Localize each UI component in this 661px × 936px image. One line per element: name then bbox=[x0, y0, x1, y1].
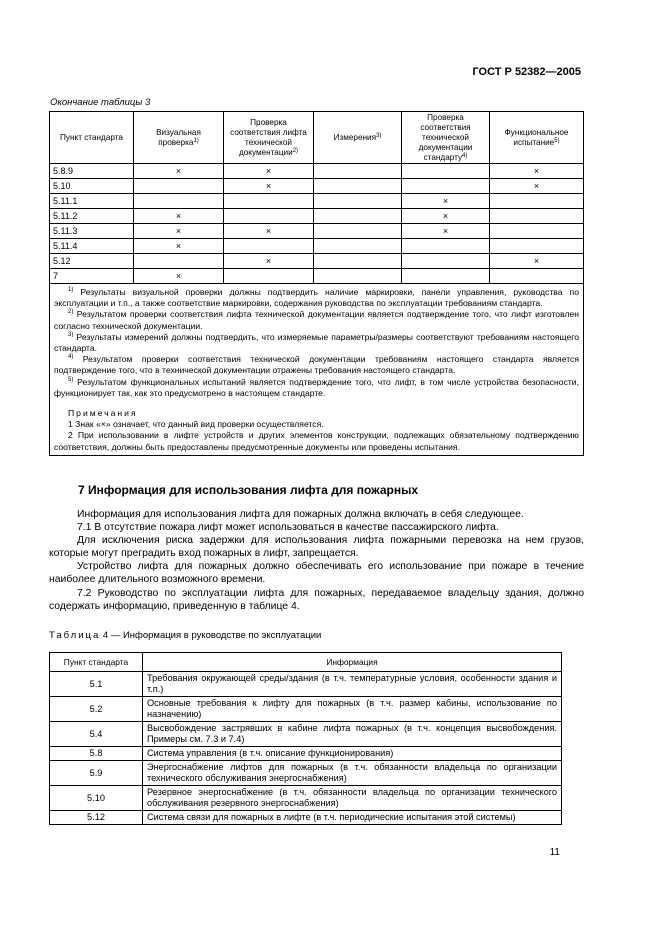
section-7-body bbox=[49, 508, 584, 613]
section-7-title: 7 Информация для использования лифта для пожарных bbox=[78, 483, 419, 497]
paragraph: Информация для использования лифта для пожарных должна включать в себя следующее. bbox=[77, 509, 524, 520]
col-tech-doc: Проверка соответствия лифта технической документации$^{2)}$ bbox=[224, 112, 314, 164]
footnote: $^{4)}$ Результатом проверки соответствия технической документации требованиям настоящего стандарта является подтверждение того, что в технической документации отражены требования настоящего стандарта. bbox=[54, 354, 579, 376]
document-code: ГОСТ Р 52382—2005 bbox=[472, 66, 581, 78]
paragraph: 7.2 Руководство по эксплуатации лифта для пожарных, передаваемое владельцу здания, должно содержать информацию, приведенную в таблице 4. bbox=[49, 587, 584, 612]
col-clause: Пункт стандарта bbox=[50, 112, 134, 164]
col-doc-standard: Проверка соответствия технической документации стандарту$^{4)}$ bbox=[402, 112, 490, 164]
notes-heading: Примечания bbox=[68, 408, 138, 419]
col-information: Информация bbox=[143, 653, 562, 672]
footnote: $^{1)}$ Результаты визуальной проверки должны подтвердить наличие маркировки, панели управления, руководства по эксплуатации и т.п., а также соответствие маркировки, содержания руководства по эксплуатации требованиям стандарта. bbox=[54, 287, 579, 309]
table4-caption: Таблица 4 — Информация в руководстве по эксплуатации bbox=[49, 630, 322, 641]
table-row: 5.10 Резервное энергоснабжение (в т.ч. обязанности владельца по организации технического обслуживания резервного энергоснабжения) bbox=[50, 786, 562, 811]
table-row: 5.8.9 × × × bbox=[50, 164, 584, 179]
table3-continuation-label: Окончание таблицы 3 bbox=[50, 97, 151, 108]
note: 1 Знак «×» означает, что данный вид проверки осуществляется. bbox=[68, 419, 324, 430]
col-visual: Визуальная проверка$^{1)}$ bbox=[134, 112, 224, 164]
footnote: $^{3)}$ Результаты измерений должны подтвердить, что измеряемые параметры/размеры соответствуют требованиям настоящего стандарта. bbox=[54, 331, 579, 354]
table-3 bbox=[49, 111, 584, 456]
table-row: 5.12 × × bbox=[50, 254, 584, 269]
table-4 bbox=[49, 652, 562, 825]
table-row: 5.8 Система управления (в т.ч. описание функционирования) bbox=[50, 747, 562, 761]
col-clause: Пункт стандарта bbox=[50, 653, 143, 672]
footnote: $^{2)}$ Результатом проверки соответствия лифта технической документации является подтверждение того, что лифт изготовлен согласно технической документации. bbox=[54, 309, 579, 331]
page-number: 11 bbox=[549, 847, 560, 858]
col-measurements: Измерения$^{3)}$ bbox=[314, 112, 402, 164]
table-row: 5.11.3 × × × bbox=[50, 224, 584, 239]
paragraph: 7.1 В отсутствие пожара лифт может использоваться в качестве пассажирского лифта. bbox=[77, 522, 499, 534]
paragraph: Устройство лифта для пожарных должно обеспечивать его использование при пожаре в течение наиболее длительного возможного времени. bbox=[49, 561, 584, 586]
col-functional: Функциональное испытание$^{5)}$ bbox=[490, 112, 584, 164]
table-row: 5.1 Требования окружающей среды/здания (в т.ч. температурные условия, особенности здания и т.п.) bbox=[50, 672, 562, 697]
footnote: $^{5)}$ Результатом функциональных испытаний является подтверждение того, что лифт, в том числе устройства безопасности, функционирует так, как это предусмотрено в настоящем стандарте. bbox=[54, 376, 579, 398]
note: 2 При использовании в лифте устройств и других элементов конструкции, подлежащих обязательному подтверждению соответствия, должны быть предоставлены предусмотренные документы или проведены испытания. bbox=[54, 430, 579, 452]
table-row: 5.11.2 × × bbox=[50, 209, 584, 224]
table-row: 5.9 Энергоснабжение лифтов для пожарных (в т.ч. обязанности владельца по организации технического обслуживания энергоснабжения) bbox=[50, 761, 562, 786]
table-row: 7 × bbox=[50, 269, 584, 284]
table-row: 5.11.4 × bbox=[50, 239, 584, 254]
table-row: 5.11.1 × bbox=[50, 194, 584, 209]
paragraph: Для исключения риска задержки для использования лифта пожарными перевозка на нем грузов, которые могут преградить вход пожарных в лифт, запрещается. bbox=[49, 535, 584, 560]
table-row: 5.10 × × bbox=[50, 179, 584, 194]
table-row: 5.4 Высвобождение застрявших в кабине лифта пожарных (в т.ч. концепция высвобождения. Примеры см. 7.3 и 7.4) bbox=[50, 722, 562, 747]
table3-footnotes bbox=[50, 284, 584, 456]
table-row: 5.2 Основные требования к лифту для пожарных (в т.ч. размер кабины, использование по назначению) bbox=[50, 697, 562, 722]
table-row: 5.12 Система связи для пожарных в лифте (в т.ч. периодические испытания этой системы) bbox=[50, 811, 562, 825]
